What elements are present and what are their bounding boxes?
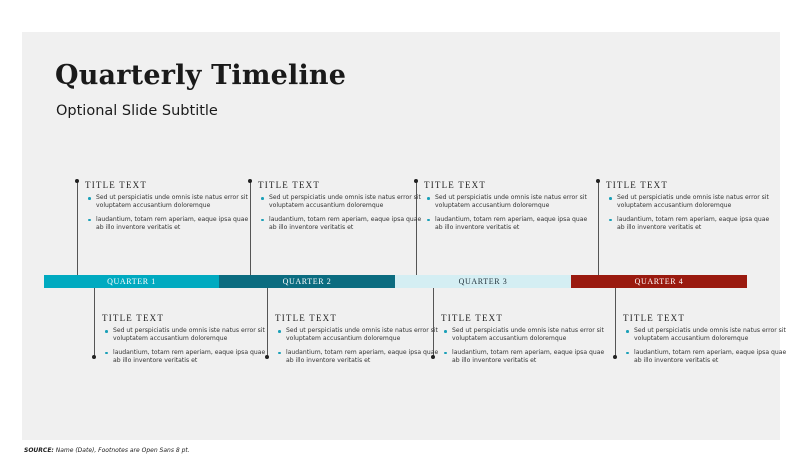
quarter-bar-1: QUARTER 1	[44, 275, 219, 288]
block-bullet: laudantium, totam rem aperiam, eaque ipsa quae ab illo inventore veritatis et	[85, 216, 255, 233]
quarter-bar-4: QUARTER 4	[571, 275, 747, 288]
block-bullet: laudantium, totam rem aperiam, eaque ipsa quae ab illo inventore veritatis et	[102, 349, 272, 366]
timeline-block-bottom-3	[441, 313, 611, 371]
block-bullet: Sed ut perspiciatis unde omnis iste natus error sit voluptatem accusantium doloremque	[85, 194, 255, 211]
connector-line-top-1	[77, 181, 78, 275]
block-bullet: Sed ut perspiciatis unde omnis iste natus error sit voluptatem accusantium doloremque	[102, 327, 272, 344]
block-bullet: laudantium, totam rem aperiam, eaque ipsa quae ab illo inventore veritatis et	[275, 349, 445, 366]
block-bullet: Sed ut perspiciatis unde omnis iste natus error sit voluptatem accusantium doloremque	[275, 327, 445, 344]
block-title: TITLE TEXT	[102, 313, 165, 323]
block-title: TITLE TEXT	[623, 313, 686, 323]
slide-subtitle: Optional Slide Subtitle	[56, 103, 218, 119]
block-bullet: Sed ut perspiciatis unde omnis iste natus error sit voluptatem accusantium doloremque	[441, 327, 611, 344]
block-title: TITLE TEXT	[275, 313, 338, 323]
source-label: SOURCE:	[24, 447, 54, 454]
timeline-block-top-3	[424, 180, 594, 238]
block-title: TITLE TEXT	[606, 180, 669, 190]
block-title: TITLE TEXT	[258, 180, 321, 190]
block-bullet: laudantium, totam rem aperiam, eaque ipsa quae ab illo inventore veritatis et	[623, 349, 793, 366]
connector-dot-bottom-4	[613, 355, 617, 359]
block-bullet: Sed ut perspiciatis unde omnis iste natus error sit voluptatem accusantium doloremque	[606, 194, 776, 211]
slide-title: Quarterly Timeline	[55, 60, 347, 91]
timeline-block-bottom-1	[102, 313, 272, 371]
block-bullet: Sed ut perspiciatis unde omnis iste natus error sit voluptatem accusantium doloremque	[258, 194, 428, 211]
connector-dot-top-4	[596, 179, 600, 183]
block-bullet: laudantium, totam rem aperiam, eaque ipsa quae ab illo inventore veritatis et	[258, 216, 428, 233]
source-text: Name (Date), Footnotes are Open Sans 8 pt.	[53, 447, 190, 454]
quarter-bar-3: QUARTER 3	[395, 275, 571, 288]
timeline-block-top-2	[258, 180, 428, 238]
quarter-bar-2: QUARTER 2	[219, 275, 395, 288]
connector-dot-bottom-1	[92, 355, 96, 359]
timeline-block-top-4	[606, 180, 776, 238]
block-bullet: Sed ut perspiciatis unde omnis iste natus error sit voluptatem accusantium doloremque	[424, 194, 594, 211]
block-title: TITLE TEXT	[424, 180, 487, 190]
connector-dot-top-1	[75, 179, 79, 183]
block-bullet: laudantium, totam rem aperiam, eaque ipsa quae ab illo inventore veritatis et	[441, 349, 611, 366]
block-bullet: laudantium, totam rem aperiam, eaque ipsa quae ab illo inventore veritatis et	[424, 216, 594, 233]
block-title: TITLE TEXT	[441, 313, 504, 323]
connector-line-top-4	[598, 181, 599, 275]
connector-line-bottom-4	[615, 288, 616, 356]
connector-line-bottom-1	[94, 288, 95, 356]
block-title: TITLE TEXT	[85, 180, 148, 190]
timeline-block-bottom-2	[275, 313, 445, 371]
timeline-block-bottom-4	[623, 313, 793, 371]
source-footnote	[24, 447, 190, 454]
timeline-block-top-1	[85, 180, 255, 238]
block-bullet: Sed ut perspiciatis unde omnis iste natus error sit voluptatem accusantium doloremque	[623, 327, 793, 344]
block-bullet: laudantium, totam rem aperiam, eaque ipsa quae ab illo inventore veritatis et	[606, 216, 776, 233]
